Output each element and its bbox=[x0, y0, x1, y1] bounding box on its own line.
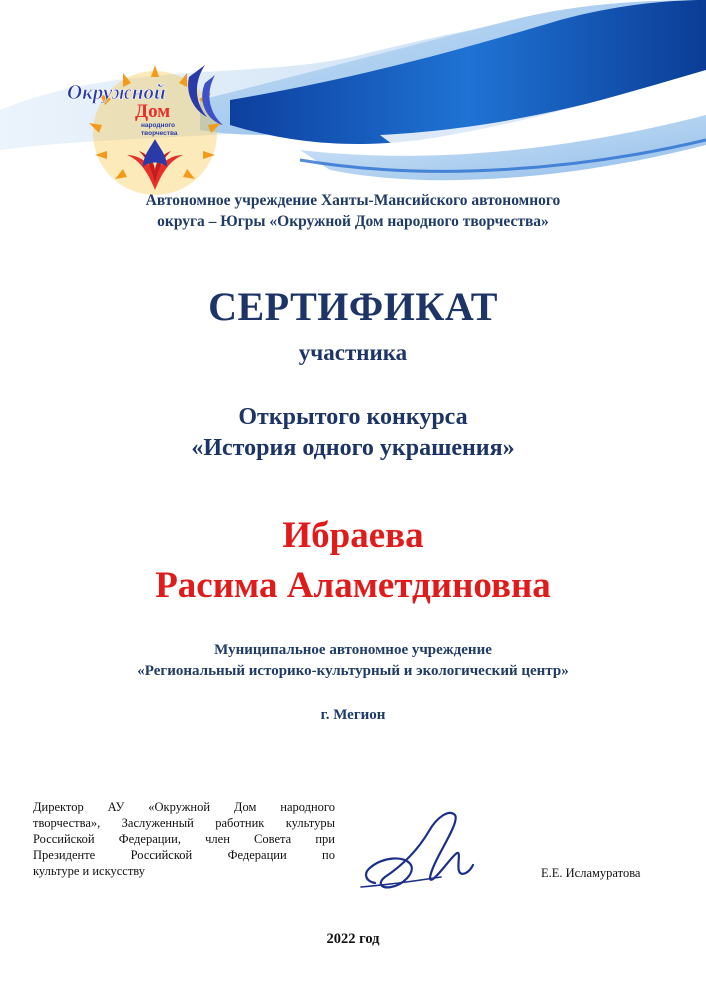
director-line: Директор АУ «Окружной Дом народного bbox=[33, 800, 335, 814]
recipient-given-names: Расима Аламетдиновна bbox=[155, 565, 551, 606]
logo-text-line1: Окружной bbox=[67, 80, 166, 104]
director-line: культуре и искусству bbox=[33, 864, 146, 878]
logo-text-line4: творчества bbox=[141, 130, 178, 137]
logo-text-line2: Дом bbox=[135, 101, 171, 122]
recipient-surname: Ибраева bbox=[282, 515, 424, 556]
contest-name bbox=[0, 402, 706, 464]
director-line: Российской Федерации, член Совета при bbox=[33, 832, 335, 846]
logo-text-line3: народного bbox=[141, 122, 176, 129]
recipient-name bbox=[0, 511, 706, 611]
contest-line1: Открытого конкурса bbox=[238, 404, 468, 430]
institution-line1: Муниципальное автономное учреждение bbox=[214, 642, 492, 658]
certificate-subtitle: участника bbox=[298, 340, 408, 365]
certificate-title: СЕРТИФИКАТ bbox=[208, 284, 498, 329]
institution-city: г. Мегион bbox=[320, 707, 386, 723]
certificate-year: 2022 год bbox=[326, 931, 380, 947]
signer-name: Е.Е. Исламуратова bbox=[541, 866, 641, 880]
okruzhnoy-dom-logo bbox=[55, 55, 255, 200]
director-title bbox=[33, 799, 335, 879]
institution-name bbox=[0, 640, 706, 682]
director-line: творчества», Заслуженный работник культуры bbox=[33, 816, 335, 830]
director-line: Президенте Российской Федерации по bbox=[33, 848, 335, 862]
organization-line2: округа – Югры «Окружной Дом народного творчества» bbox=[157, 213, 549, 230]
handwritten-signature bbox=[345, 795, 505, 905]
institution-line2: «Региональный историко-культурный и экологический центр» bbox=[137, 663, 569, 679]
contest-line2: «История одного украшения» bbox=[191, 435, 515, 461]
organization-name bbox=[0, 190, 706, 232]
organization-line1: Автономное учреждение Ханты-Мансийского автономного bbox=[145, 192, 561, 209]
